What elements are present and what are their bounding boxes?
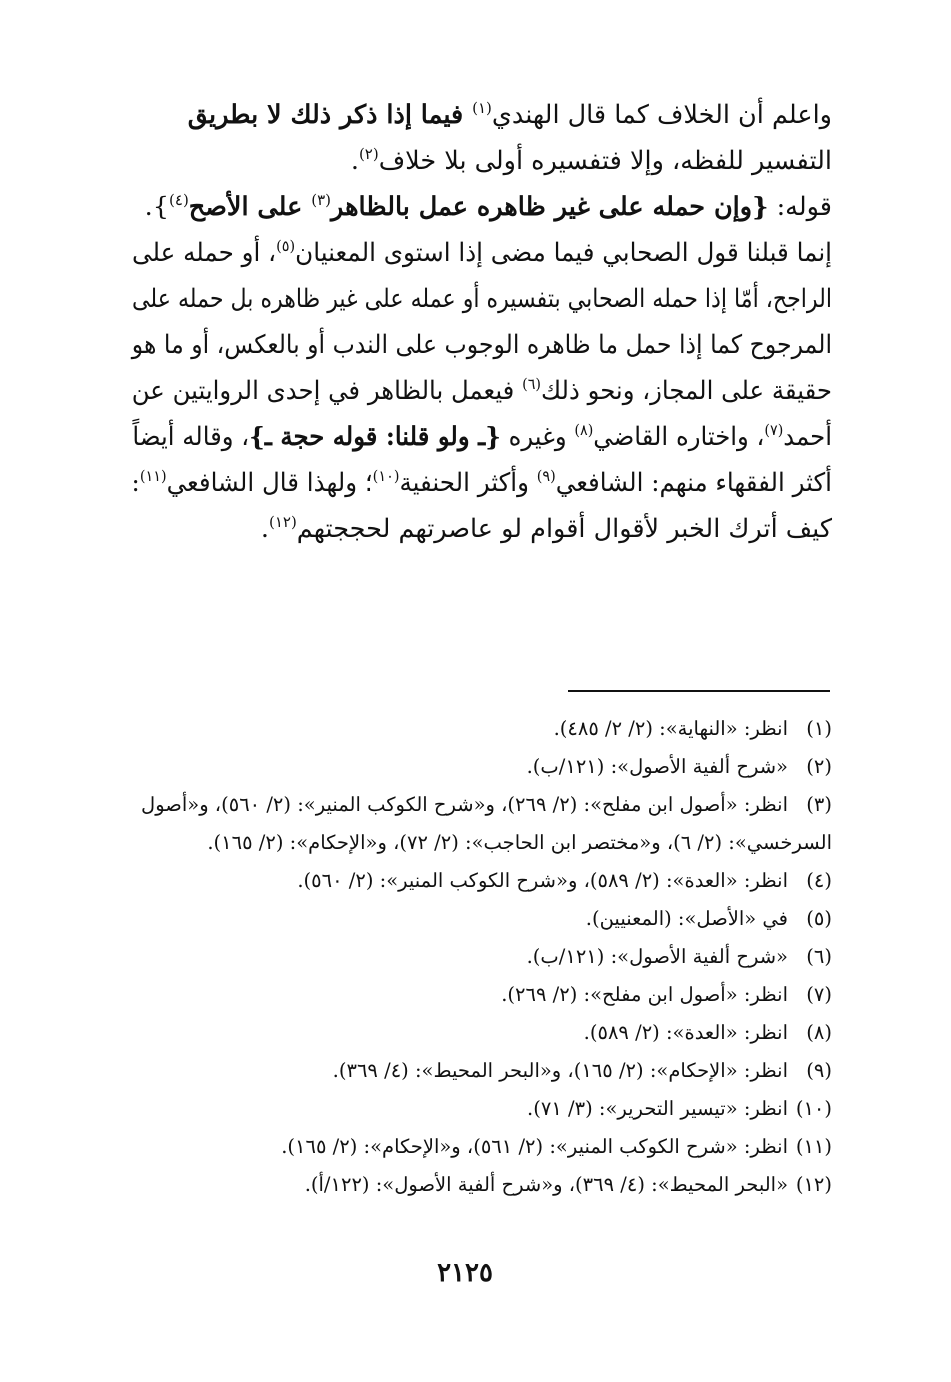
footnote [120,1090,832,1128]
footnote-text: انظر: «أصول ابن مفلح»: (٢/ ٢٦٩)، و«شرح الكوكب المنير»: (٢/ ٥٦٠)، و«أصول [141,793,788,816]
quoted-text: {وإن حمله على غير ظاهره عمل بالظاهر [331,192,769,222]
quoted-text: فيما إذا ذكر ذلك لا بطريق [187,100,473,130]
footnote-marker: (٩) [536,467,556,485]
text-run: أكثر الفقهاء منهم: الشافعي [555,468,832,498]
footnote-marker: (٦) [522,375,542,393]
text-line [132,138,832,184]
text-run: حقيقة على المجاز، ونحو ذلك [541,376,832,406]
main-text [132,92,832,552]
text-run: }. [144,192,170,222]
text-run: الراجح، أمّا إذا حمله الصحابي بتفسيره أو عمله على غير ظاهره بل حمله على [132,284,832,314]
footnote-text: انظر: «شرح الكوكب المنير»: (٢/ ٥٦١)، و«الإحكام»: (٢/ ١٦٥). [281,1135,788,1158]
text-run: واعلم أن الخلاف كما قال الهندي [491,100,832,130]
footnote [120,1052,832,1090]
footnote [120,1166,832,1204]
footnote-number: (٢) [806,755,832,778]
text-line [131,460,832,506]
footnote-text: «البحر المحيط»: (٤/ ٣٦٩)، و«شرح ألفية الأصول»: (١٢٢/أ). [304,1173,788,1196]
footnote-marker: (٣) [311,191,331,209]
footnote-marker: (١١) [139,467,167,485]
text-run: ؛ ولهذا قال الشافعي [166,468,373,498]
footnote-text: انظر: «الإحكام»: (٢/ ١٦٥)، و«البحر المحيط»: (٤/ ٣٦٩). [332,1059,788,1082]
text-run: فيعمل بالظاهر في إحدى الروايتين عن [131,376,523,406]
footnote-marker: (٢) [358,145,379,163]
footnotes [120,710,832,1204]
footnote-text: انظر: «أصول ابن مفلح»: (٢/ ٢٦٩). [501,983,788,1006]
footnote-number: (٦) [806,945,832,968]
text-run: المرجوح كما إذا حمل ما ظاهره الوجوب على الندب أو بالعكس، أو ما هو [131,330,833,360]
footnote-marker: (١٢) [268,513,297,531]
footnote-text: انظر: «النهاية»: (٢/ ٢/ ٤٨٥). [553,717,788,740]
footnote-text: السرخسي»: (٢/ ٦)، و«مختصر ابن الحاجب»: (٢/ ٧٢)، و«الإحكام»: (٢/ ١٦٥). [207,831,832,854]
footnote-marker: (١) [472,99,492,117]
text-line [132,506,832,552]
footnote-number: (١١) [795,1135,832,1158]
text-line [132,414,832,460]
text-run: ، أو حمله على [131,238,277,268]
footnote [120,862,832,900]
footnote-marker: (٥) [276,237,296,255]
quoted-text: على الأصح [188,192,312,222]
text-line [131,368,832,414]
footnote-number: (٤) [806,869,832,892]
text-run: وأكثر الحنفية [399,468,537,498]
text-run: . [260,514,269,544]
footnote-number: (١) [806,717,832,740]
text-line [132,92,832,138]
text-run: . [350,146,359,176]
footnote-number: (٩) [806,1059,832,1082]
footnote-number: (١٠) [795,1097,832,1120]
quoted-text: {ـ ولو قلنا: قوله حجة ـ} [249,422,501,452]
footnote-text: «شرح ألفية الأصول»: (١٢١/ب). [526,755,788,778]
footnote-number: (٣) [806,793,832,816]
footnote-number: (٥) [806,907,832,930]
text-run: ، واختاره القاضي [593,422,765,452]
footnote [120,710,832,748]
footnote-number: (٧) [806,983,832,1006]
footnote [120,900,832,938]
footnote [120,938,832,976]
text-run: أحمد [783,422,832,452]
footnote [120,976,832,1014]
footnote-marker: (٧) [764,421,784,439]
footnote-text: في «الأصل»: (المعنيين). [585,907,788,930]
footnote-text: «شرح ألفية الأصول»: (١٢١/ب). [526,945,788,968]
text-run: التفسير للفظه، وإلا فتفسيره أولى بلا خلاف [378,146,832,176]
footnote-text: انظر: «العدة»: (٢/ ٥٨٩). [583,1021,788,1044]
footnote-marker: (١٠) [372,467,400,485]
footnote-separator [568,690,830,692]
page-number: ٢١٢٥ [437,1258,493,1288]
text-run: قوله: [768,192,832,222]
footnote [120,1014,832,1052]
footnote-marker: (٨) [574,421,594,439]
footnote-marker: (٤) [169,191,189,209]
footnote-text: انظر: «تيسير التحرير»: (٣/ ٧١). [527,1097,788,1120]
text-run: وغيره [500,422,575,452]
text-line [132,184,832,230]
footnote [120,1128,832,1166]
footnote-text: انظر: «العدة»: (٢/ ٥٨٩)، و«شرح الكوكب المنير»: (٢/ ٥٦٠). [297,869,788,892]
footnote-number: (١٢) [795,1173,832,1196]
text-line [132,276,832,322]
text-run: ، وقاله أيضاً [132,422,250,452]
text-run: : [131,468,140,498]
text-line [131,322,833,368]
text-run: إنما قبلنا قول الصحابي فيما مضى إذا استوى المعنيان [295,238,832,268]
footnote [120,786,832,824]
text-line [131,230,832,276]
footnote [120,748,832,786]
footnote [120,824,832,862]
text-run: كيف أترك الخبر لأقوال أقوام لو عاصرتهم لحججتهم [296,514,832,544]
footnote-number: (٨) [806,1021,832,1044]
